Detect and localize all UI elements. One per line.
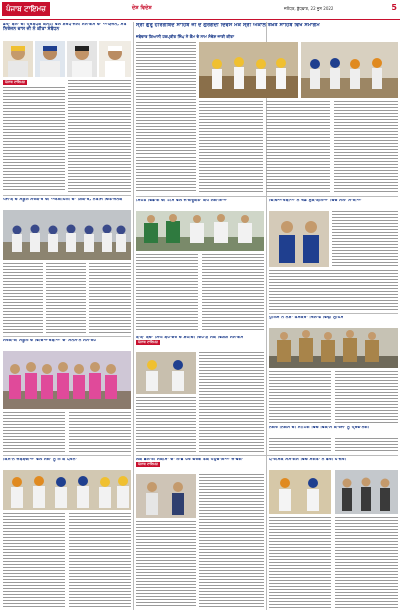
article-body [89, 263, 131, 333]
headline-a12: ਧਾਰਮਿਕ ਸਮਾਗਮ ਵਿੱਚ ਸੰਗਤਾਂ ਨੇ ਭਰੀ ਹਾਜ਼ਰੀ [269, 458, 347, 462]
news-photo-gathering [301, 42, 398, 98]
portrait-photo [35, 41, 65, 77]
headline-a3: ਪੰਜਾਬ ਦੇ ਸਕੂਲ ਸਰਕਾਰ ਦੀ ਅਣਗਹਿਲੀ ਦਾ ਸ਼ਿਕਾਰ, ਨਤੀਜੇ ਚਿੰਤਾਜਨਕ [3, 198, 123, 202]
headline-a10: ਲੋਕ ਭਲਾਈ ਸਕੀਮਾਂ ਦਾ ਲਾਭ ਹਰ ਵਰਗ ਤੱਕ ਪਹੁੰਚਾਇਆ ਜਾਵੇਗਾ [136, 458, 244, 462]
article-body [199, 474, 264, 608]
article-body [68, 80, 131, 192]
news-photo-protest [3, 470, 131, 510]
article-body [269, 270, 398, 310]
news-photo-event [136, 352, 196, 394]
headline-a6: ਸਰਕਾਰੀ ਸਕੂਲ ਦੇ ਵਿਦਿਆਰਥੀਆਂ ਦਾ ਸਨਮਾਨ ਸਮਾਰੋਹ [3, 339, 97, 343]
source-tag: ਪੰਜਾਬ ਟਾਇਮਜ਼ [138, 340, 158, 344]
article-body [199, 352, 264, 452]
news-photo-group [335, 470, 398, 514]
article-body [334, 101, 398, 193]
article-body [332, 211, 398, 267]
article-body [69, 513, 131, 608]
article-divider [136, 196, 398, 197]
news-photo-police [269, 328, 398, 368]
headline-a8: ਪੁਲਿਸ ਨੇ ਨਸ਼ਾ ਤਸਕਰਾਂ ਖਿਲਾਫ ਵਿੱਢੀ ਮੁਹਿੰਮ [269, 316, 344, 320]
news-photo-ceremony [199, 42, 298, 98]
page-number: 5 [391, 3, 397, 12]
article-body [202, 254, 264, 332]
headline-a9: ਕਿਸਾਨ ਜਥੇਬੰਦੀਆਂ ਵੱਲੋਂ ਮੰਗਾਂ ਨੂੰ ਲੈ ਕੇ ਧਰਨਾ [3, 458, 77, 462]
article-divider [269, 313, 398, 314]
source-tag: ਪੰਜਾਬ ਟਾਇਮਜ਼ [138, 462, 158, 466]
masthead [0, 0, 400, 20]
headline-a4: ਸਿਹਤ ਵਿਭਾਗ ਦੀ ਟੀਮ ਵੱਲੋਂ ਜਾਗਰੂਕਤਾ ਕੈਂਪ ਲਗਾਇਆ [136, 199, 228, 203]
headline-a1: ਡੇਰਾ ਬੱਲਾਂ ਦੀ ਪ੍ਰਬੰਧਕ ਕਮੇਟੀ ਵੱਲੋਂ ਸ਼ਰਧਾਂਜਲੀ ਸਮਾਗਮ ਦਾ ਆਯੋਜਨ, ਸੰਤ ਨਿਰੰਜਨ ਦਾਸ ਜੀ ਨੇ ਕੀਤਾ ਸੰਬੋਧਨ [3, 23, 127, 32]
news-photo-camp [136, 211, 264, 251]
news-photo-officials [136, 474, 196, 518]
article-body [335, 371, 398, 423]
article-body [136, 42, 196, 154]
article-divider [3, 195, 131, 196]
article-body [69, 412, 131, 452]
article-divider [136, 455, 398, 456]
edition-line: ਜਲੰਧਰ, ਬੁੱਧਵਾਰ, 22 ਜੂਨ 2022 [284, 6, 334, 11]
article-body [136, 397, 196, 452]
article-body [269, 371, 331, 423]
article-body [136, 521, 196, 608]
article-body [266, 101, 330, 193]
news-photo-school [3, 210, 131, 260]
portrait-photo [3, 41, 33, 77]
article-divider [3, 455, 131, 456]
column-divider [133, 22, 134, 610]
article-body [3, 263, 43, 333]
article-body [136, 254, 198, 332]
article-body [269, 517, 331, 608]
headline-a11: ਨਗਰ ਨਿਗਮ ਦੀ ਮੀਟਿੰਗ ਵਿੱਚ ਵਿਕਾਸ ਕਾਰਜਾਂ ਨੂੰ ਪ੍ਰਵਾਨਗੀ [269, 426, 370, 430]
article-body [335, 438, 398, 453]
portrait-photo [99, 41, 131, 77]
article-body [46, 263, 86, 333]
article-body [3, 412, 65, 452]
headline-a2: ਸ੍ਰੀ ਗੁਰੂ ਹਰਿਗੋਬਿੰਦ ਸਾਹਿਬ ਜੀ ਦੇ ਗੁਰਗੱਦੀ ਦਿਵਸ ਮੌਕੇ ਸ੍ਰੀ ਅਕਾਲ ਤਖ਼ਤ ਸਾਹਿਬ ਵਿਖੇ ਸਮਾਗਮ [136, 23, 320, 28]
section-label: ਦੇਸ਼ ਵਿਦੇਸ਼ [132, 5, 152, 11]
article-body [199, 101, 263, 193]
article-body [3, 513, 65, 608]
article-body [3, 87, 65, 192]
source-tag: ਪੰਜਾਬ ਟਾਇਮਜ਼ [5, 80, 25, 84]
newspaper-logo: ਪੰਜਾਬ ਟਾਇਮਜ਼ [2, 2, 50, 16]
article-divider [3, 336, 131, 337]
news-photo-religious [269, 470, 331, 514]
news-photo-students [269, 211, 329, 267]
news-photo-honour [3, 351, 131, 409]
headline-a5: ਵਿਦਿਆਰਥੀਆਂ ਨੇ ਖੇਡ ਮੁਕਾਬਲਿਆਂ ਵਿੱਚ ਮੱਲਾਂ ਮਾਰੀਆਂ [269, 199, 362, 203]
article-body [335, 517, 398, 608]
portrait-photo [67, 41, 97, 77]
article-body [269, 438, 331, 453]
subhead-a2: ਜਥੇਦਾਰ ਗਿਆਨੀ ਹਰਪ੍ਰੀਤ ਸਿੰਘ ਨੇ ਕੌਮ ਦੇ ਨਾਮ ਸੰਦੇਸ਼ ਜਾਰੀ ਕੀਤਾ [136, 34, 234, 39]
headline-a7: ਬਾਬਾ ਬੰਦਾ ਸਿੰਘ ਬਹਾਦਰ ਦੇ ਸ਼ਹੀਦੀ ਦਿਹਾੜੇ ਮੌਕੇ ਵਿਸ਼ੇਸ਼ ਸਮਾਗਮ [136, 336, 244, 340]
article-body [136, 157, 196, 193]
